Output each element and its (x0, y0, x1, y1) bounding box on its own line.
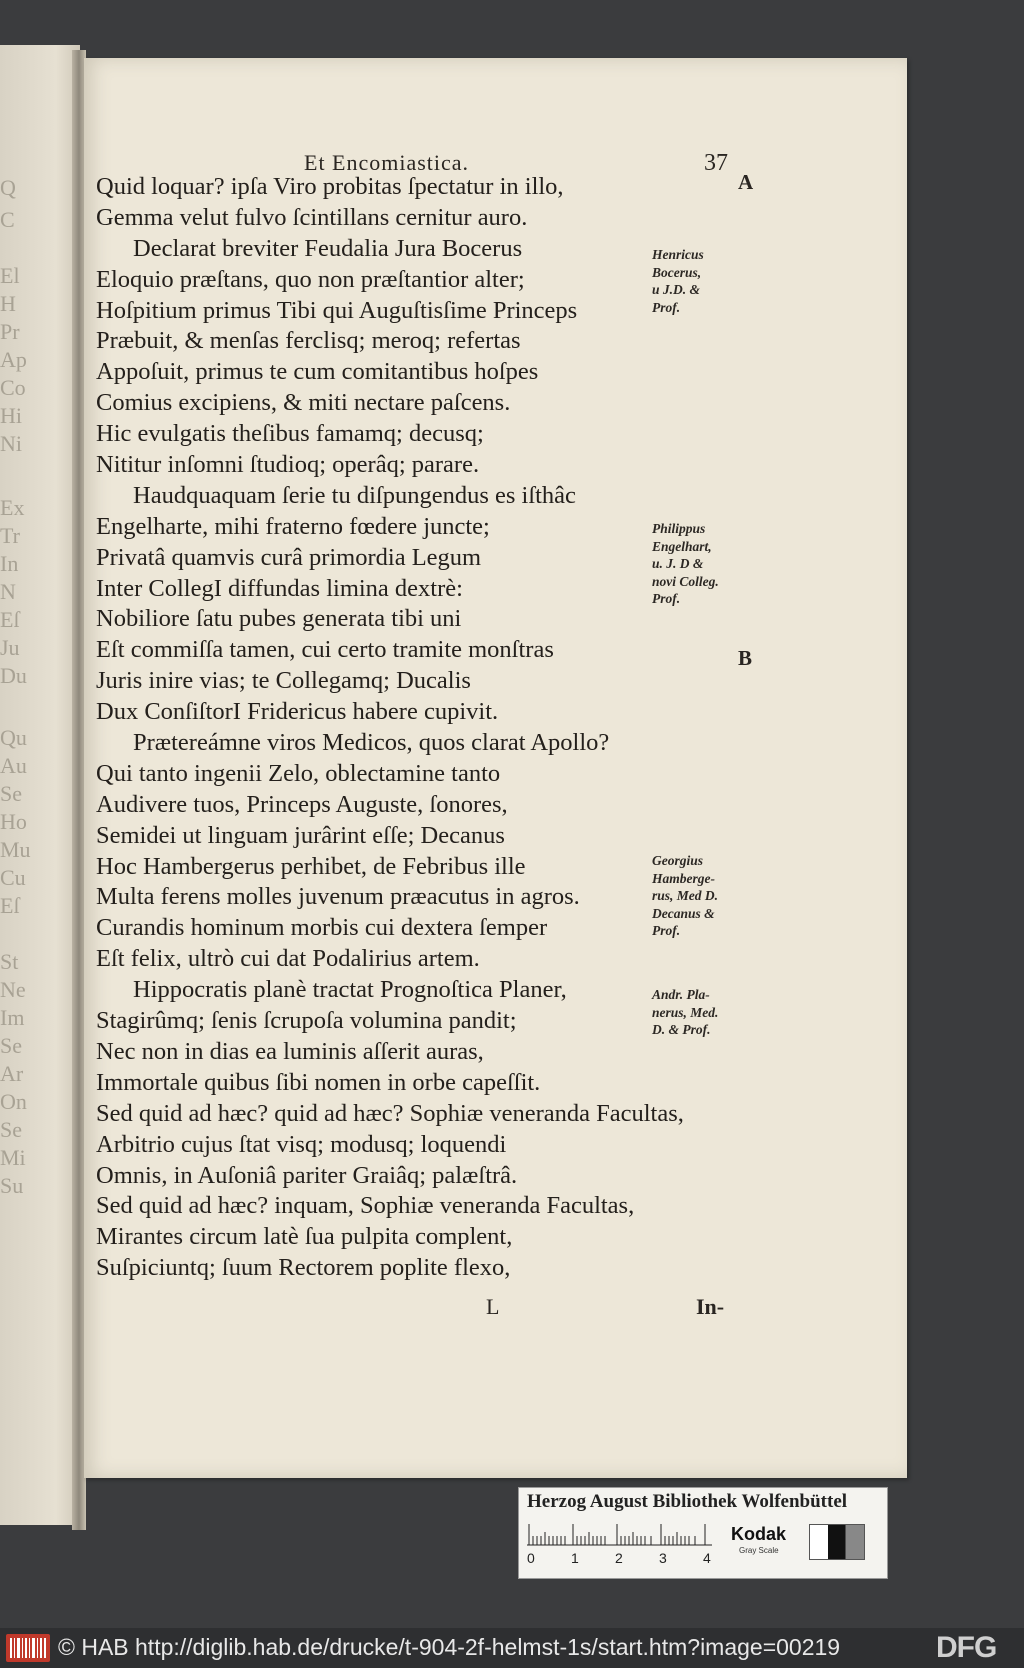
scale-number: 4 (703, 1550, 711, 1566)
poem-text (96, 172, 736, 1284)
footer-bar (0, 1628, 1024, 1668)
scale-number: 2 (615, 1550, 623, 1566)
ruler-scale (527, 1522, 712, 1546)
card-title: Herzog August Bibliothek Wolfenbüttel (527, 1491, 848, 1512)
verse-line: Gemma velut fulvo ſcintillans cernitur auro. (96, 203, 528, 231)
verse-line: Eſt felix, ultrò cui dat Podalirius artem. (96, 945, 480, 973)
running-head: Et Encomiastica. (304, 150, 470, 175)
verse-line: Privatâ quamvis curâ primordia Legum (96, 543, 482, 571)
verse-line: Juris inire vias; te Collegamq; Ducalis (96, 667, 471, 695)
verse-line: Dux ConſiſtorI Fridericus habere cupivit. (96, 698, 499, 726)
verse-line: Hippocratis planè tractat Prognoſtica Planer, (133, 976, 567, 1004)
marginal-note-planerus: Andr. Pla- nerus, Med. D. & Prof. (652, 987, 719, 1037)
verse-line: Nobiliore ſatu pubes generata tibi uni (96, 605, 462, 633)
verse-line: Immortale quibus ſibi nomen in orbe capeſſit. (96, 1068, 541, 1096)
verse-line: Præbuit, & menſas ferclisq; meroq; refertas (96, 327, 521, 355)
verse-line: Appoſuit, primus te cum comitantibus hoſpes (96, 358, 539, 386)
verse-line: Comius excipiens, & miti nectare paſcens. (96, 389, 511, 417)
verse-line: Semidei ut linguam jurârint eſſe; Decanus (96, 821, 505, 849)
verse-line: Eloquio præſtans, quo non præſtantior alter; (96, 265, 525, 293)
gray-scale-label: Gray Scale (739, 1546, 779, 1555)
gray-scale-steps (809, 1524, 865, 1560)
verse-line: Quid loquar? ipſa Viro probitas ſpectatur in illo, (96, 173, 564, 200)
scale-number: 1 (571, 1550, 579, 1566)
verse-line: Curandis hominum morbis cui dextera ſemper (96, 914, 548, 942)
verse-line: Eſt commiſſa tamen, cui certo tramite monſtras (96, 636, 554, 664)
previous-page-edge: Q C El H Pr Ap Co Hi Ni Ex Tr In N Eſ Ju Du Qu Au Se Ho Mu Cu Eſ St Ne Im Se Ar On Se Mi Su (0, 45, 80, 1525)
copyright-url: © HAB http://diglib.hab.de/drucke/t-904-2f-helmst-1s/start.htm?image=00219 (58, 1634, 841, 1660)
scale-number: 3 (659, 1550, 667, 1566)
marginal-note-hambergerus: Georgius Hamberge- rus, Med D. Decanus & Prof. (652, 853, 719, 938)
catchword: In- (696, 1294, 725, 1319)
dfg-logo: DFG (936, 1631, 997, 1664)
verse-line: Suſpiciuntq; ſuum Rectorem poplite flexo, (96, 1254, 511, 1282)
verse-line: Sed quid ad hæc? quid ad hæc? Sophiæ veneranda Facultas, (96, 1099, 684, 1127)
verse-line: Hoc Hambergerus perhibet, de Febribus ille (96, 852, 526, 880)
verse-line: Haudquaquam ſerie tu diſpungendus es iſthâc (133, 481, 576, 509)
verse-line: Declarat breviter Feudalia Jura Bocerus (133, 234, 523, 262)
verse-line: Multa ferens molles juvenum præacutus in agros. (96, 883, 580, 911)
verse-line: Nec non in dias ea luminis aſſerit auras, (96, 1037, 484, 1065)
color-calibration-card (518, 1487, 888, 1579)
verse-line: Hic evulgatis theſibus famamq; decusq; (96, 420, 484, 448)
page-number: 37 (704, 150, 728, 176)
barcode-icon (6, 1634, 50, 1662)
signature-mark-a: A (738, 170, 754, 194)
verse-line: Stagirûmq; ſenis ſcrupoſa volumina pandit; (96, 1007, 517, 1035)
verse-line: Engelharte, mihi fraterno fœdere juncte; (96, 512, 490, 540)
verse-line: Inter CollegI diffundas limina dextrè: (96, 574, 463, 602)
verse-line: Hoſpitium primus Tibi qui Auguſtisſime Princeps (96, 296, 578, 324)
verse-line: Mirantes circum latè ſua pulpita complent, (96, 1223, 513, 1251)
scale-number: 0 (527, 1550, 535, 1566)
kodak-logo: Kodak (731, 1524, 787, 1544)
marginal-note-bocerus: Henricus Bocerus, u J.D. & Prof. (652, 247, 704, 315)
verse-line: Arbitrio cujus ſtat visq; modusq; loquendi (96, 1130, 507, 1158)
verse-line: Audivere tuos, Princeps Auguste, ſonores, (96, 790, 508, 818)
verse-line: Nititur inſomni ſtudioq; operâq; parare. (96, 451, 480, 479)
marginal-note-engelhart: Philippus Engelhart, u. J. D & novi Colleg. Prof. (652, 521, 719, 606)
verse-line: Omnis, in Auſoniâ pariter Graiâq; palæſtrâ. (96, 1161, 518, 1189)
signature-mark-l: L (486, 1294, 500, 1319)
book-page (84, 58, 907, 1478)
verse-line: Prætereámne viros Medicos, quos clarat Apollo? (133, 729, 610, 757)
verse-line: Qui tanto ingenii Zelo, oblectamine tanto (96, 759, 501, 787)
verse-line: Sed quid ad hæc? inquam, Sophiæ veneranda Facultas, (96, 1192, 635, 1220)
signature-mark-b: B (738, 646, 753, 670)
